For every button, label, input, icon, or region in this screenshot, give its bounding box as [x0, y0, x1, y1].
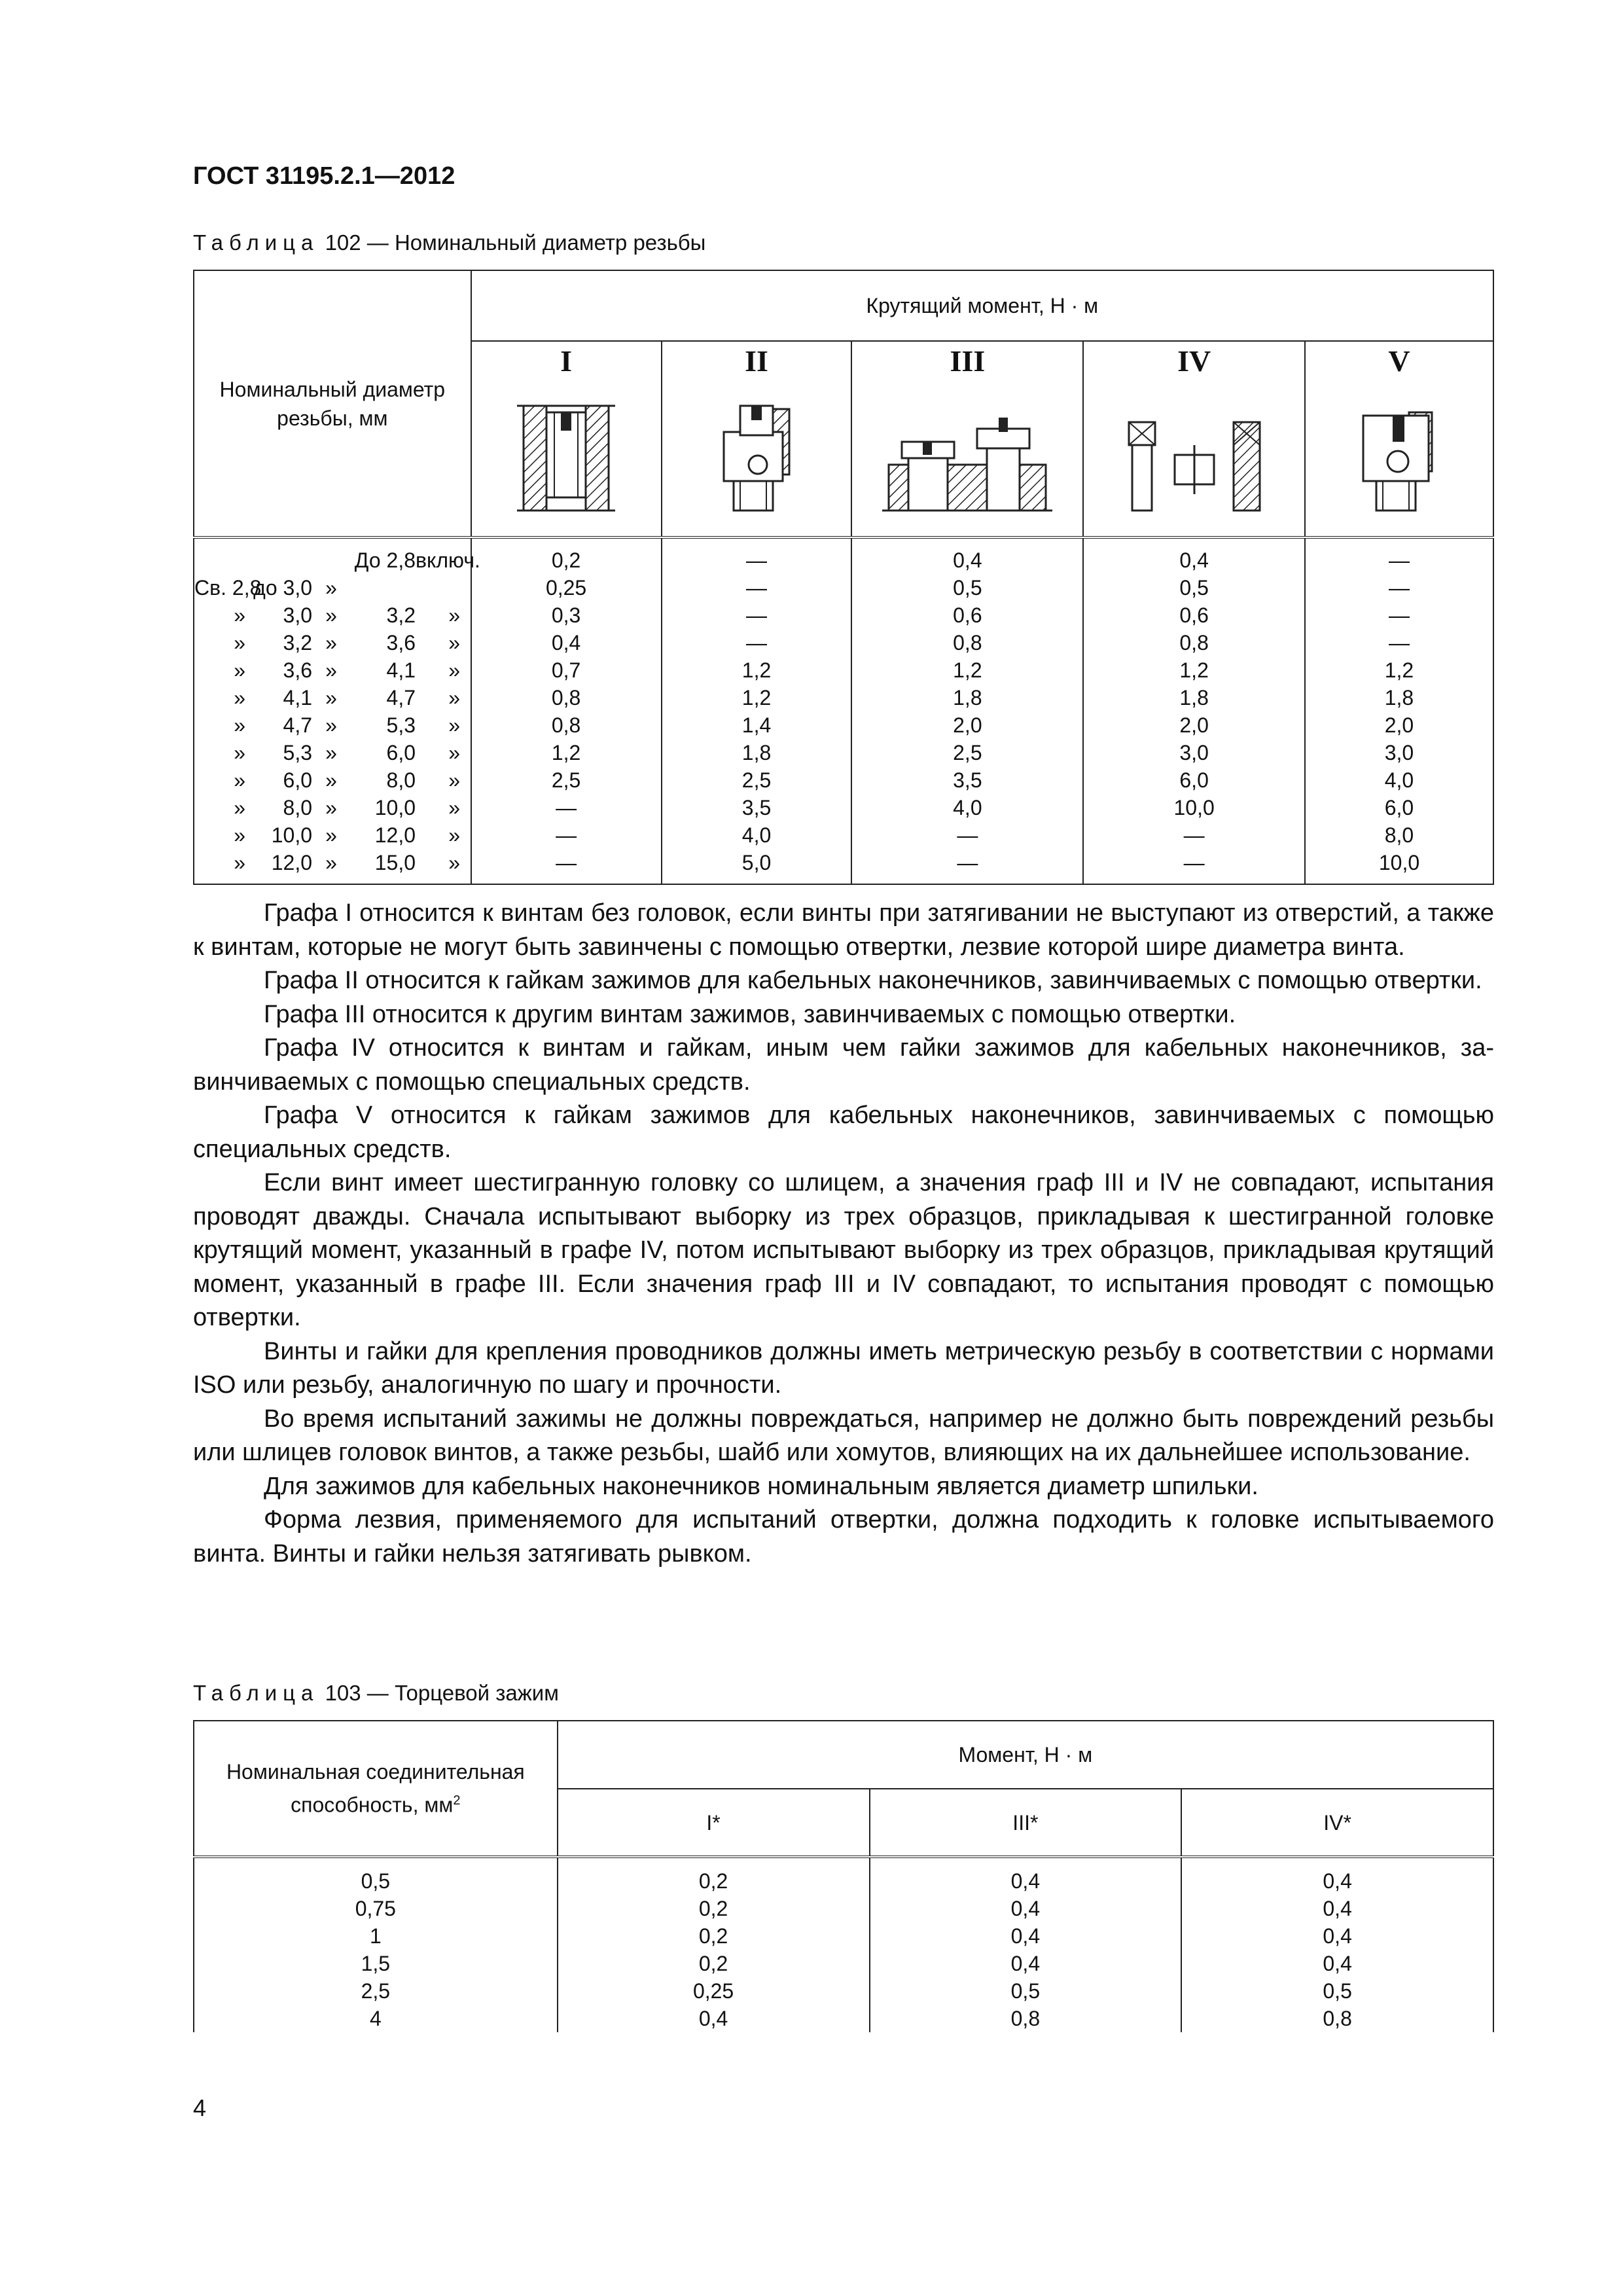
- diameter-label-part: »: [234, 851, 245, 874]
- diameter-label-part: »: [325, 796, 337, 819]
- col-roman-3: III: [851, 341, 1083, 380]
- diameter-label-part: 4,1: [283, 686, 312, 709]
- diameter-label-part: 4,7: [283, 713, 312, 737]
- torque-value: 0,4: [953, 548, 982, 572]
- diameter-label-part: »: [234, 603, 245, 627]
- diameter-label-part: 12,0: [271, 851, 312, 874]
- screws-nuts-special-tools-figure: [1116, 393, 1273, 524]
- table-caption-word: Таблица: [193, 230, 319, 255]
- torque-value: 0,5: [953, 576, 982, 600]
- torque-value: 0,8: [953, 631, 982, 655]
- values-col-IV: [1181, 1857, 1493, 2032]
- moment-value: 0,2: [698, 1924, 728, 1948]
- col-roman-5: V: [1305, 341, 1493, 380]
- torque-value: 1,2: [1384, 658, 1414, 682]
- torque-value: 3,5: [953, 768, 982, 792]
- moment-value: 0,4: [698, 2007, 728, 2030]
- paragraph: Во время испытаний зажимы не должны повреждаться, например не должно быть повреждений резьбы или шлицев головок винтов, а также резьбы, шайб или хомутов, влияющих на их дальнейшее использование.: [193, 1405, 1494, 1466]
- moment-value: 0,4: [1323, 1952, 1352, 1975]
- torque-value: —: [556, 851, 577, 874]
- values-col-4: [1083, 537, 1305, 884]
- diameter-range-label: [194, 574, 471, 601]
- torque-value: 2,5: [953, 741, 982, 764]
- torque-value: —: [746, 548, 767, 572]
- diameter-label-part: »: [325, 851, 337, 874]
- cable-lug-nut-figure: [704, 393, 809, 524]
- paragraph: Форма лезвия, применяемого для испытаний отвертки, должна подходить к головке испытываемого винта. Винты и гайки нельзя затягивать рывком.: [193, 1506, 1494, 1568]
- diameter-label-part: »: [448, 658, 460, 682]
- diameter-range-label: [194, 849, 471, 876]
- diameter-label-part: 3,2: [283, 631, 312, 655]
- moment-value: 0,4: [1010, 1952, 1041, 1975]
- diameter-range-label: [194, 711, 471, 739]
- diameter-label-part: »: [325, 686, 337, 709]
- torque-value: 2,5: [551, 768, 581, 792]
- diameter-label-part: 6,0: [283, 768, 312, 792]
- diameter-label-part: »: [448, 603, 460, 627]
- torque-value: 4,0: [741, 823, 772, 847]
- moment-value: 0,2: [698, 1952, 728, 1975]
- diameter-range-label: [194, 821, 471, 849]
- diameter-label-part: [245, 547, 312, 574]
- diameter-label-part: 12,0: [374, 823, 416, 847]
- cable-lug-nut-special-figure: [1347, 393, 1452, 524]
- moment-value: 0,5: [1010, 1979, 1041, 2003]
- values-col-1: [471, 537, 662, 884]
- table-103: [193, 1720, 1494, 2032]
- diameter-range-label: [194, 601, 471, 629]
- diameter-label-part: »: [325, 603, 337, 627]
- diameter-label-part: »: [448, 686, 460, 709]
- torque-value: 4,0: [1384, 768, 1414, 792]
- torque-value: 1,2: [741, 686, 772, 709]
- torque-value: —: [1183, 851, 1205, 874]
- torque-value: 5,0: [741, 851, 772, 874]
- diameter-label-part: »: [234, 823, 245, 847]
- diameter-label-part: 15,0: [374, 851, 416, 874]
- figure-cell-4: [1083, 380, 1305, 537]
- col-roman-1: I: [471, 341, 662, 380]
- diameter-label-part: »: [234, 686, 245, 709]
- diameter-label-part: »: [448, 741, 460, 764]
- torque-value: —: [556, 823, 577, 847]
- col-header-IV: IV*: [1181, 1789, 1493, 1857]
- torque-value: 1,8: [1384, 686, 1414, 709]
- other-screws-figure: [882, 393, 1052, 524]
- diameter-label-part: »: [325, 823, 337, 847]
- diameter-label-part: Св. 2,8: [194, 576, 262, 600]
- paragraph: Графа IV относится к винтам и гайкам, иным чем гайки зажимов для кабельных наконечников, завинчиваемых с помощью специальных средств.: [193, 1034, 1494, 1096]
- torque-value: 10,0: [1173, 796, 1215, 819]
- torque-value: 6,0: [1179, 768, 1209, 792]
- diameter-range-label: [194, 794, 471, 821]
- torque-value: —: [1388, 576, 1410, 600]
- diameter-label-part: 3,0: [283, 603, 312, 627]
- table-102: [193, 270, 1494, 885]
- moment-value: 0,2: [698, 1897, 728, 1920]
- values-col-III: [870, 1857, 1182, 2032]
- torque-value: —: [746, 603, 767, 627]
- diameter-label-part: »: [325, 741, 337, 764]
- torque-value: 3,5: [741, 796, 772, 819]
- torque-value: 0,4: [551, 631, 581, 655]
- torque-value: —: [1388, 548, 1410, 572]
- moment-value: 0,25: [692, 1979, 734, 2003]
- capacity-value: 2,5: [361, 1979, 391, 2003]
- torque-value: 2,0: [953, 713, 982, 737]
- diameter-label-part: »: [234, 631, 245, 655]
- torque-value: 3,0: [1179, 741, 1209, 764]
- diameter-label-part: До 2,8: [354, 548, 416, 572]
- diameter-label-part: »: [234, 658, 245, 682]
- col-header-capacity: Номинальная соединительная способность, $мм^2$: [194, 1721, 558, 1857]
- torque-value: 3,0: [1384, 741, 1414, 764]
- capacity-value: 1,5: [361, 1952, 391, 1975]
- diameter-label-part: »: [448, 851, 460, 874]
- table-102-caption: [193, 230, 705, 255]
- moment-value: 0,8: [1323, 2007, 1352, 2030]
- torque-value: 2,5: [741, 768, 772, 792]
- torque-value: 0,7: [551, 658, 581, 682]
- diameter-label-part: [416, 574, 460, 601]
- diameter-range-label: [194, 656, 471, 684]
- diameter-label-part: »: [325, 768, 337, 792]
- diameter-label-part: до 3,0: [253, 576, 312, 600]
- diameter-column: [194, 537, 480, 884]
- torque-value: 0,5: [1179, 576, 1209, 600]
- table-caption-text: 102 — Номинальный диаметр резьбы: [325, 230, 706, 255]
- diameter-label-part: 5,3: [283, 741, 312, 764]
- diameter-label-part: »: [325, 631, 337, 655]
- torque-value: —: [746, 631, 767, 655]
- torque-value: 1,8: [1179, 686, 1209, 709]
- values-col-5: [1305, 537, 1493, 884]
- figure-cell-3: [851, 380, 1083, 537]
- table-103-body: [194, 1857, 1493, 2032]
- diameter-label-part: [350, 574, 416, 601]
- table-103-caption: [193, 1681, 559, 1706]
- table-caption-word: Таблица: [193, 1681, 319, 1705]
- moment-value: 0,4: [1010, 1924, 1041, 1948]
- torque-value: 0,8: [551, 686, 581, 709]
- figure-cell-2: [662, 380, 852, 537]
- torque-value: 1,2: [551, 741, 581, 764]
- torque-value: 0,3: [551, 603, 581, 627]
- moment-value: 0,4: [1010, 1897, 1041, 1920]
- moment-value: 0,5: [1323, 1979, 1352, 2003]
- col-roman-4: IV: [1083, 341, 1305, 380]
- body-text: [193, 897, 1494, 1571]
- torque-value: 8,0: [1384, 823, 1414, 847]
- torque-value: 1,2: [741, 658, 772, 682]
- col-header-diameter: Номинальный диаметр резьбы, мм: [194, 270, 471, 537]
- capacity-column: [194, 1857, 558, 2032]
- torque-value: 0,2: [551, 548, 581, 572]
- values-col-3: [851, 537, 1083, 884]
- moment-value: 0,4: [1323, 1924, 1352, 1948]
- paragraph: Если винт имеет шестигранную головку со шлицем, а значения граф III и IV не совпадают, испытания проводят дважды. Сначала испытывают выборку из трех образцов, прикладывая к шестигранной головке крутящий момент, указанный в графе IV, потом испытывают выборку из трех образцов, прикладывая крутящий момент, указанный в графе III. Если значения граф III и IV совпадают, то испытания проводят с помощью отвертки.: [193, 1169, 1494, 1331]
- paragraph: Графа II относится к гайкам зажимов для кабельных наконечников, завинчиваемых с помощью отвертки.: [264, 967, 1482, 994]
- screw-without-head-figure: [514, 393, 618, 524]
- torque-value: 1,8: [953, 686, 982, 709]
- diameter-label-part: »: [234, 796, 245, 819]
- diameter-label-part: »: [325, 576, 337, 600]
- diameter-label-part: »: [234, 713, 245, 737]
- diameter-label-part: 10,0: [271, 823, 312, 847]
- diameter-label-part: 3,6: [283, 658, 312, 682]
- torque-value: —: [957, 823, 978, 847]
- diameter-label-part: 10,0: [374, 796, 416, 819]
- torque-value: 2,0: [1179, 713, 1209, 737]
- torque-value: 2,0: [1384, 713, 1414, 737]
- torque-value: —: [1388, 631, 1410, 655]
- diameter-label-part: »: [448, 796, 460, 819]
- table-102-body: [194, 537, 1493, 884]
- diameter-label-part: 3,2: [386, 603, 416, 627]
- values-col-I: [558, 1857, 870, 2032]
- diameter-range-label: [194, 629, 471, 656]
- moment-value: 0,4: [1323, 1869, 1352, 1893]
- col-header-III: III*: [870, 1789, 1182, 1857]
- paragraph: Для зажимов для кабельных наконечников номинальным является диаметр шпильки.: [264, 1472, 1258, 1500]
- col-header-I: I*: [558, 1789, 870, 1857]
- torque-value: 1,2: [953, 658, 982, 682]
- figure-cell-5: [1305, 380, 1493, 537]
- diameter-label-part: »: [448, 768, 460, 792]
- diameter-label-part: »: [234, 768, 245, 792]
- diameter-label-part: »: [325, 713, 337, 737]
- diameter-label-part: включ.: [416, 548, 480, 572]
- torque-value: —: [746, 576, 767, 600]
- moment-value: 0,4: [1323, 1897, 1352, 1920]
- torque-value: 0,25: [545, 576, 587, 600]
- torque-value: 10,0: [1378, 851, 1420, 874]
- capacity-value: 4: [369, 2007, 382, 2030]
- torque-value: 1,2: [1179, 658, 1209, 682]
- diameter-label-part: »: [448, 631, 460, 655]
- diameter-label-part: 6,0: [386, 741, 416, 764]
- diameter-label-part: 8,0: [386, 768, 416, 792]
- diameter-label-part: [312, 547, 350, 574]
- col-roman-2: II: [662, 341, 852, 380]
- torque-value: 0,8: [1179, 631, 1209, 655]
- paragraph: Графа V относится к гайкам зажимов для кабельных наконечников, завинчиваемых с помощью специальных средств.: [193, 1102, 1494, 1163]
- page-number: 4: [193, 2094, 207, 2121]
- torque-value: 4,0: [953, 796, 982, 819]
- diameter-label-part: [194, 547, 245, 574]
- torque-value: 1,4: [741, 713, 772, 737]
- diameter-label-part: 5,3: [386, 713, 416, 737]
- diameter-label-part: »: [325, 658, 337, 682]
- diameter-range-label: [194, 739, 471, 766]
- diameter-label-part: 4,7: [386, 686, 416, 709]
- values-col-2: [662, 537, 852, 884]
- paragraph: Винты и гайки для крепления проводников должны иметь метрическую резьбу в соответствии с нормами ISO или резьбу, аналогичную по шагу и прочности.: [193, 1337, 1494, 1399]
- capacity-value: 1: [369, 1924, 382, 1948]
- capacity-value: 0,75: [355, 1897, 396, 1920]
- table-caption-text: 103 — Торцевой зажим: [325, 1681, 559, 1705]
- diameter-label-part: »: [448, 823, 460, 847]
- moment-value: 0,4: [1010, 1869, 1041, 1893]
- torque-value: 0,6: [1179, 603, 1209, 627]
- torque-value: 0,4: [1179, 548, 1209, 572]
- diameter-label-part: 3,6: [386, 631, 416, 655]
- diameter-range-label: [194, 766, 471, 794]
- torque-value: 6,0: [1384, 796, 1414, 819]
- capacity-value: 0,5: [361, 1869, 391, 1893]
- paragraph: Графа III относится к другим винтам зажимов, завинчиваемых с помощью отвертки.: [264, 1000, 1236, 1028]
- moment-value: 0,8: [1010, 2007, 1041, 2030]
- figure-cell-1: [471, 380, 662, 537]
- torque-value: 1,8: [741, 741, 772, 764]
- torque-value: —: [1183, 823, 1205, 847]
- diameter-range-label: [194, 547, 480, 574]
- paragraph: Графа I относится к винтам без головок, если винты при затягивании не выступают из отверстий, а также к винтам, которые не могут быть завинчены с помощью отвертки, лезвие которой шире диаметра винта.: [193, 899, 1494, 961]
- torque-value: —: [957, 851, 978, 874]
- torque-value: 0,6: [953, 603, 982, 627]
- diameter-label-part: 8,0: [283, 796, 312, 819]
- document-title: ГОСТ 31195.2.1—2012: [193, 162, 455, 190]
- diameter-label-part: »: [234, 741, 245, 764]
- diameter-label-part: 4,1: [386, 658, 416, 682]
- torque-value: —: [556, 796, 577, 819]
- torque-value: 0,8: [551, 713, 581, 737]
- col-header-torque: Крутящий момент, Н · м: [471, 270, 1493, 341]
- moment-value: 0,2: [698, 1869, 728, 1893]
- col-header-moment: Момент, Н · м: [558, 1721, 1493, 1789]
- torque-value: —: [1388, 603, 1410, 627]
- diameter-label-part: »: [448, 713, 460, 737]
- diameter-range-label: [194, 684, 471, 711]
